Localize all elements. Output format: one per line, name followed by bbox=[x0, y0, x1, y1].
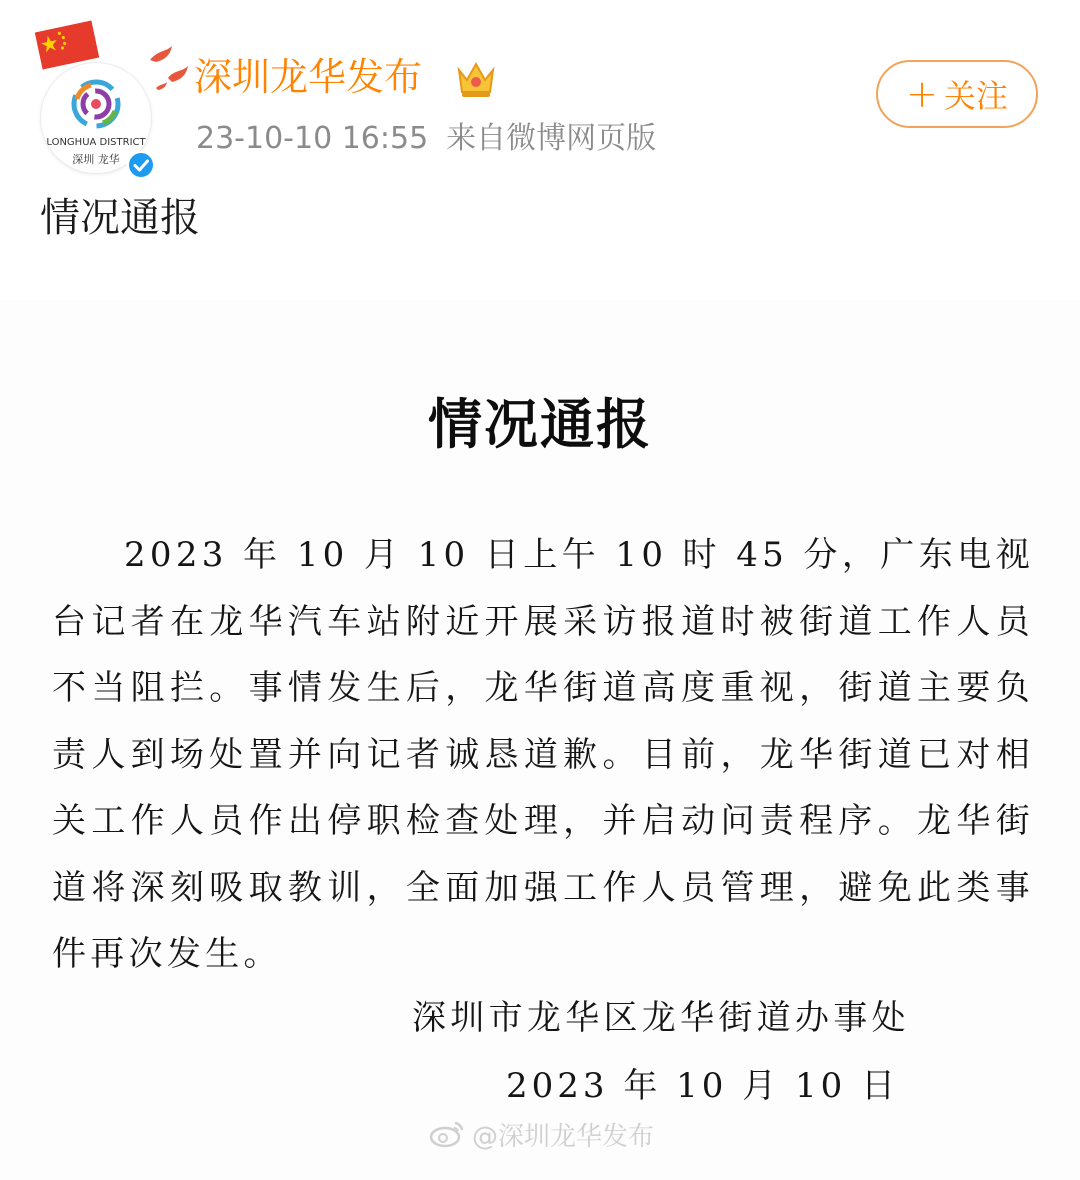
weibo-watermark-icon bbox=[428, 1119, 466, 1149]
post-header bbox=[0, 0, 1080, 241]
notice-title: 情况通报 bbox=[428, 392, 652, 456]
notice-body: 2023 年 10 月 10 日上午 10 时 45 分，广东电视台记者在龙华汽车站附近开展采访报道时被街道工作人员不当阻拦。事情发生后，龙华街道高度重视，街道主要负责人到场处置并向记者诚恳道歉。目前，龙华街道已对相关工作人员作出停职检查处理，并启动问责程序。龙华街道将深刻吸取教训，全面加强工作人员管理，避免此类事件再次发生。 bbox=[52, 535, 1034, 974]
watermark-text: @深圳龙华发布 bbox=[472, 1121, 655, 1152]
post-timestamp: 23-10-10 16:55 bbox=[196, 121, 429, 156]
follow-button[interactable] bbox=[876, 60, 1038, 128]
follow-label: 关注 bbox=[943, 77, 1008, 115]
notice-image[interactable] bbox=[0, 300, 1080, 1180]
doves-icon bbox=[142, 42, 194, 98]
post-source[interactable]: 来自微博网页版 bbox=[446, 121, 657, 156]
notice-issuer: 深圳市龙华区龙华街道办事处 bbox=[412, 998, 910, 1038]
post-text: 情况通报 bbox=[40, 195, 200, 241]
avatar-text-cn: 深圳 龙华 bbox=[72, 153, 120, 166]
post-meta bbox=[196, 121, 657, 156]
longhua-logo-icon bbox=[69, 77, 123, 131]
notice-date: 2023 年 10 月 10 日 bbox=[506, 1066, 900, 1106]
plus-icon: + bbox=[906, 72, 938, 116]
account-name[interactable]: 深圳龙华发布 bbox=[194, 55, 423, 99]
avatar-text-en: LONGHUA DISTRICT bbox=[46, 137, 146, 148]
verified-badge-icon bbox=[126, 150, 156, 180]
watermark bbox=[428, 1118, 654, 1150]
avatar-area[interactable] bbox=[30, 22, 170, 166]
crown-icon[interactable] bbox=[454, 58, 498, 100]
